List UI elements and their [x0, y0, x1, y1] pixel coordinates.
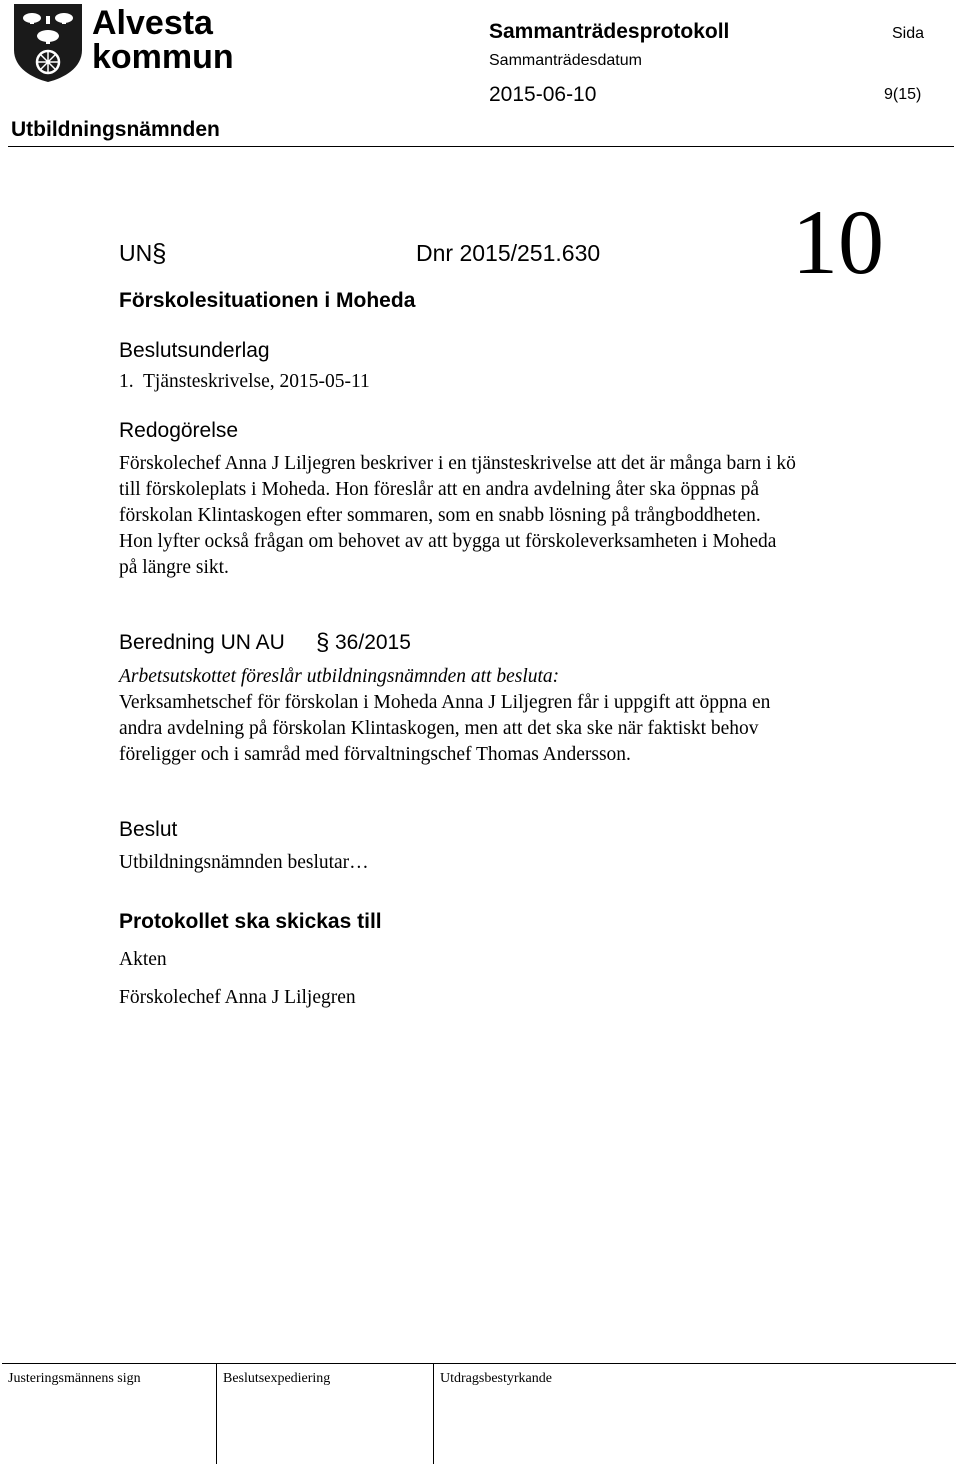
header-divider	[8, 146, 954, 147]
decision-heading: Beslut	[119, 818, 178, 841]
preparation-heading-number: 36/2015	[335, 631, 411, 654]
decision-basis-heading: Beslutsunderlag	[119, 339, 270, 362]
signature-footer	[2, 1363, 956, 1464]
paragraph-number: 10	[792, 191, 884, 293]
page-label: Sida	[892, 25, 925, 42]
decision-basis-item: 1. Tjänsteskrivelse, 2015-05-11	[119, 371, 370, 392]
meeting-date: 2015-06-10	[489, 83, 597, 106]
svg-text:kommun: kommun	[92, 38, 234, 74]
diary-number: Dnr 2015/251.630	[416, 240, 601, 266]
footer-signature-column: Justeringsmännens sign	[2, 1364, 217, 1464]
case-title: Förskolesituationen i Moheda	[119, 289, 416, 312]
account-heading: Redogörelse	[119, 419, 239, 442]
preparation-section-mark: §	[316, 629, 330, 656]
send-to-heading: Protokollet ska skickas till	[119, 910, 382, 933]
page-number: 9(15)	[884, 86, 922, 103]
recipient-item: Akten	[119, 949, 167, 970]
municipality-logo-wordmark	[90, 2, 240, 74]
svg-text:Alvesta: Alvesta	[92, 4, 213, 42]
proposal-text: Verksamhetschef för förskolan i Moheda Anna J Liljegren får i uppgift att öppna en andra avdelning på förskolan Klintaskogen, men att det ska ske när faktiskt behov föreligger och i samråd med förvaltningschef Thomas Andersson.	[119, 692, 771, 765]
meeting-date-label: Sammanträdesdatum	[489, 52, 642, 69]
footer-certification-column: Utdragsbestyrkande	[440, 1371, 552, 1386]
decision-text: Utbildningsnämnden beslutar…	[119, 852, 369, 873]
account-text: Förskolechef Anna J Liljegren beskriver i en tjänsteskrivelse att det är många barn i kö till förskoleplats i Moheda. Hon föreslår att en andra avdelning åter ska öppnas på förskolan Klintaskogen efter sommaren, som en snabb lösning på trångboddheten. Hon lyfter också frågan om behovet av att bygga ut förskoleverksamheten i Moheda på längre sikt.	[119, 453, 796, 578]
committee-proposal-intro: Arbetsutskottet föreslår utbildningsnämnden att besluta:	[119, 666, 560, 687]
municipality-coat-of-arms-icon	[12, 2, 84, 84]
recipient-item: Förskolechef Anna J Liljegren	[119, 987, 356, 1008]
preparation-heading: Beredning UN AU	[119, 631, 285, 654]
footer-dispatch-column: Beslutsexpediering	[217, 1364, 434, 1464]
document-type: Sammanträdesprotokoll	[489, 20, 730, 43]
section-mark: §	[152, 238, 167, 268]
committee-name: Utbildningsnämnden	[11, 118, 220, 141]
case-code: UN	[119, 240, 153, 266]
